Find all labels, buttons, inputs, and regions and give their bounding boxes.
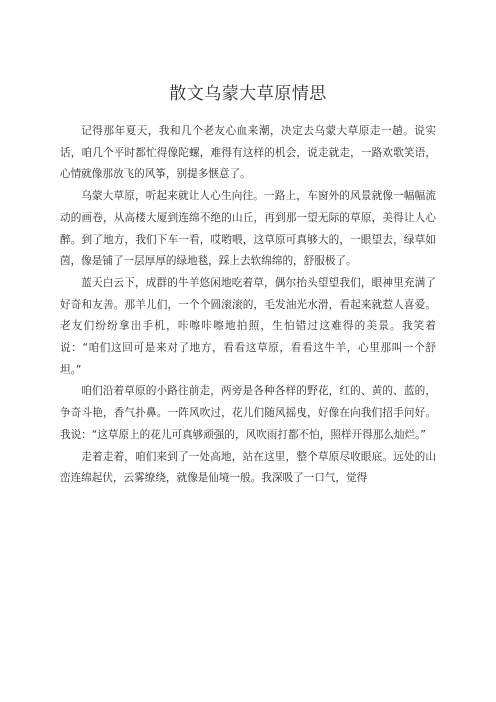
page-title: 散文乌蒙大草原情思 (169, 84, 327, 104)
paragraph-1: 记得那年夏天，我和几个老友心血来潮，决定去乌蒙大草原走一趟。说实话，咱几个平时都忙得像陀螺，难得有这样的机会，说走就走，一路欢歌笑语，心情就像那放飞的风筝，别提多惬意了。 (60, 125, 436, 181)
paragraph-5: 走着走着，咱们来到了一处高地，站在这里，整个草原尽收眼底。远处的山峦连绵起伏，云雾缭绕，就像是仙境一般。我深吸了一口气，觉得 (60, 450, 436, 485)
paragraph-3: 蓝天白云下，成群的牛羊悠闲地吃着草，偶尔抬头望望我们，眼神里充满了好奇和友善。那羊儿们，一个个圆滚滚的，毛发油光水滑，看起来就惹人喜爱。老友们纷纷拿出手机，咔嚓咔嚓地拍照，生怕错过这难得的美景。我笑着说：“咱们这回可是来对了地方，看看这草原，看看这牛羊，心里那叫一个舒坦。” (60, 276, 436, 376)
article-body (60, 121, 436, 490)
paragraph-4: 咱们沿着草原的小路往前走，两旁是各种各样的野花，红的、黄的、蓝的，争奇斗艳，香气扑鼻。一阵风吹过，花儿们随风摇曳，好像在向我们招手问好。我说：“这草原上的花儿可真够顽强的，风吹雨打都不怕，照样开得那么灿烂。” (60, 385, 436, 441)
paragraph-2: 乌蒙大草原，听起来就让人心生向往。一路上，车窗外的风景就像一幅幅流动的画卷，从高楼大厦到连绵不绝的山丘，再到那一望无际的草原，美得让人心醉。到了地方，我们下车一看，哎哟喂，这草原可真够大的，一眼望去，绿草如茵，像是铺了一层厚厚的绿地毯，踩上去软绵绵的，舒服极了。 (60, 190, 436, 268)
